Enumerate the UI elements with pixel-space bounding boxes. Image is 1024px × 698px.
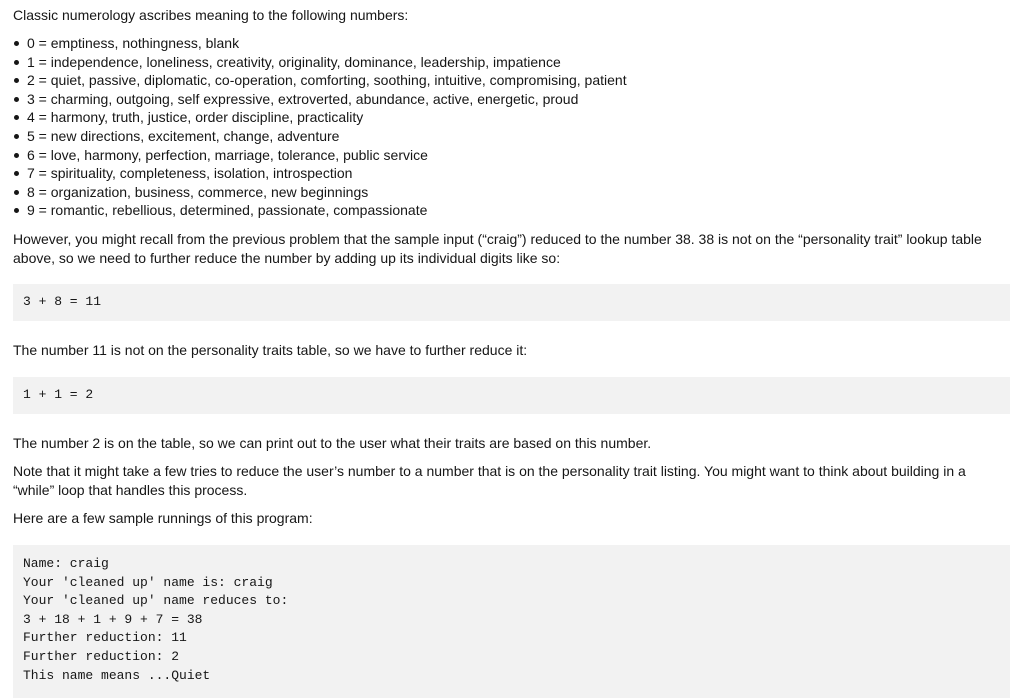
list-item: 6 = love, harmony, perfection, marriage, tolerance, public service <box>13 146 627 165</box>
eleven-paragraph: The number 11 is not on the personality traits table, so we have to further reduce it: <box>13 342 528 358</box>
sample-output-line: Name: craig <box>23 556 109 571</box>
note-paragraph: Note that it might take a few tries to reduce the user’s number to a number that is on the personality trait listing. You might want to think about building in a “while” loop that handles this process. <box>13 463 966 498</box>
list-item: 1 = independence, loneliness, creativity, originality, dominance, leadership, impatience <box>13 53 627 72</box>
list-item: 0 = emptiness, nothingness, blank <box>13 34 627 53</box>
sample-output-line: Further reduction: 11 <box>23 630 187 646</box>
sample-output-line: Your 'cleaned up' name is: craig <box>23 574 273 590</box>
sample-output-line: 3 + 18 + 1 + 9 + 7 = 38 <box>23 611 203 627</box>
two-paragraph: The number 2 is on the table, so we can print out to the user what their traits are based on this number. <box>13 435 652 451</box>
numerology-meanings-list <box>13 34 627 220</box>
list-item: 3 = charming, outgoing, self expressive, extroverted, abundance, active, energetic, proud <box>13 90 627 109</box>
samples-paragraph: Here are a few sample runnings of this program: <box>13 510 313 526</box>
however-paragraph: However, you might recall from the previous problem that the sample input (“craig”) reduced to the number 38. 38 is not on the “personality trait” lookup table above, so we need to further reduce the number by adding up its individual digits like so: <box>13 231 982 266</box>
intro-paragraph: Classic numerology ascribes meaning to the following numbers: <box>13 7 409 23</box>
sample-output-lines <box>23 555 288 685</box>
code-block-11-reduction <box>13 377 1010 414</box>
code-line: 1 + 1 = 2 <box>23 387 94 402</box>
list-item: 5 = new directions, excitement, change, adventure <box>13 127 627 146</box>
sample-output-line: Your 'cleaned up' name reduces to: <box>23 593 289 609</box>
sample-output-line: Further reduction: 2 <box>23 648 180 664</box>
list-item: 2 = quiet, passive, diplomatic, co-operation, comforting, soothing, intuitive, compromising, patient <box>13 71 627 90</box>
code-line: 3 + 8 = 11 <box>23 294 102 309</box>
list-item: 7 = spirituality, completeness, isolation, introspection <box>13 164 627 183</box>
list-item: 8 = organization, business, commerce, new beginnings <box>13 183 627 202</box>
code-block-38-reduction <box>13 284 1010 321</box>
list-item: 4 = harmony, truth, justice, order discipline, practicality <box>13 108 627 127</box>
sample-output-line: This name means ...Quiet <box>23 667 211 683</box>
sample-output-block <box>13 545 1010 698</box>
list-item: 9 = romantic, rebellious, determined, passionate, compassionate <box>13 201 627 220</box>
